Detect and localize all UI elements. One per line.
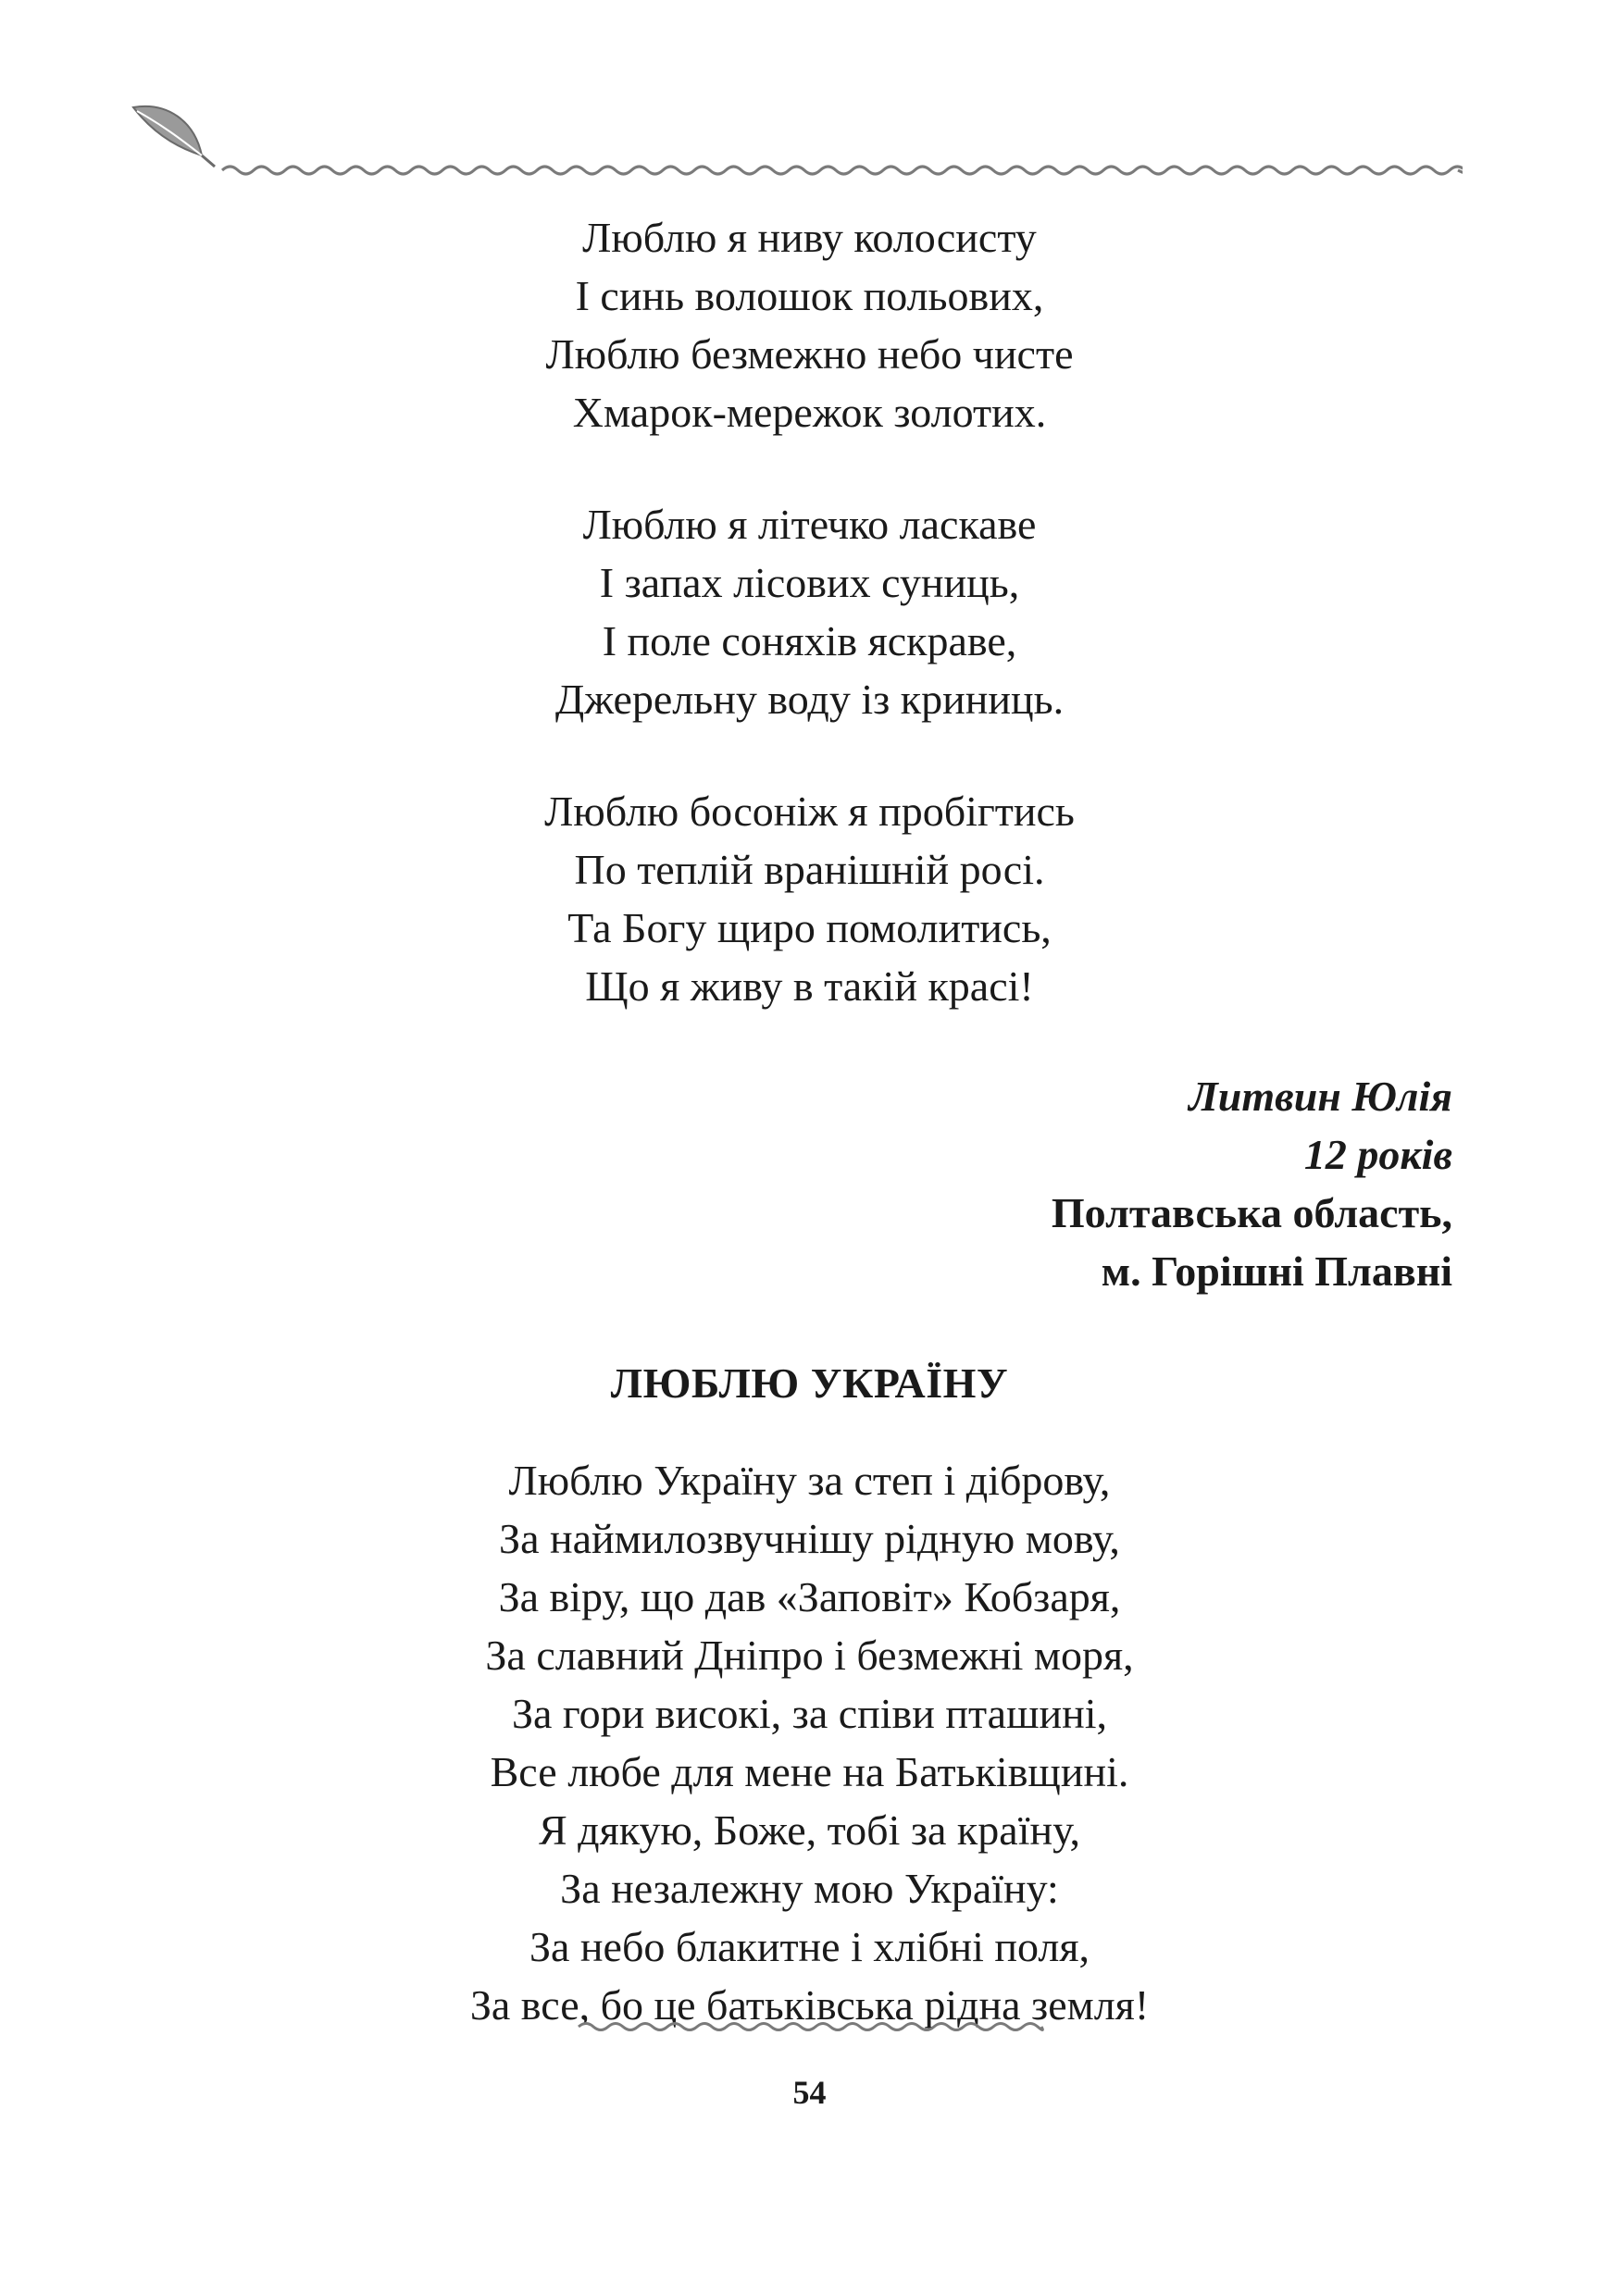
poem-line: За віру, що дав «Заповіт» Кобзаря,	[498, 1573, 1121, 1620]
poem-line: Хмарок-мережок золотих.	[572, 389, 1047, 436]
header-wavy-line	[222, 167, 1463, 174]
poem-line: І поле соняхів яскраве,	[602, 617, 1017, 664]
poem-line: І запах лісових суниць,	[599, 559, 1020, 606]
author-city: м. Горішні Плавні	[1101, 1247, 1452, 1295]
poem-stanza-1	[0, 208, 1619, 441]
poem-line: Я дякую, Боже, тобі за країну,	[539, 1806, 1080, 1854]
author-region: Полтавська область,	[1051, 1189, 1452, 1236]
poem-line: За наймилозвучнішу рідную мову,	[499, 1515, 1120, 1562]
poem-title: ЛЮБЛЮ УКРАЇНУ	[610, 1359, 1009, 1407]
author-name: Литвин Юлія	[1189, 1073, 1452, 1120]
poem-line: Та Богу щиро помолитись,	[567, 904, 1052, 951]
poem-line: Все любе для мене на Батьківщині.	[490, 1748, 1129, 1795]
poem-line: Джерельну воду із криниць.	[554, 676, 1065, 723]
footer-wavy-divider	[574, 2013, 1046, 2041]
poem-line: За небо блакитне і хлібні поля,	[529, 1923, 1090, 1970]
poem-line: За славний Дніпро і безмежні моря,	[485, 1632, 1134, 1679]
poem-line: По теплій вранішній росі.	[574, 846, 1045, 893]
leaf-quill-icon	[133, 106, 215, 167]
poem-stanza-3	[0, 782, 1619, 1015]
poem-line: Люблю я ниву колосисту	[582, 214, 1037, 261]
poem-line: За незалежну мою Україну:	[560, 1865, 1059, 1912]
poem-line: Люблю я літечко ласкаве	[582, 501, 1037, 548]
poem-line: За все, бо це батьківська рідна земля!	[469, 1981, 1150, 2029]
poem-line: Люблю босоніж я пробігтись	[544, 788, 1075, 835]
poem-stanza-2	[0, 495, 1619, 728]
poem-line: Люблю безмежно небо чисте	[545, 330, 1074, 378]
poem-line: Люблю Україну за степ і діброву,	[508, 1457, 1111, 1504]
poem-line: І синь волошок польових,	[575, 272, 1044, 319]
poem-line: Що я живу в такій красі!	[585, 962, 1034, 1010]
author-age: 12 років	[1303, 1131, 1452, 1178]
poem-line: За гори високі, за співи пташині,	[511, 1690, 1108, 1737]
header-ornament	[130, 102, 1463, 185]
author-block	[1052, 1067, 1452, 1300]
poem-stanza-4	[0, 1451, 1619, 2034]
page-number: 54	[792, 2074, 827, 2111]
